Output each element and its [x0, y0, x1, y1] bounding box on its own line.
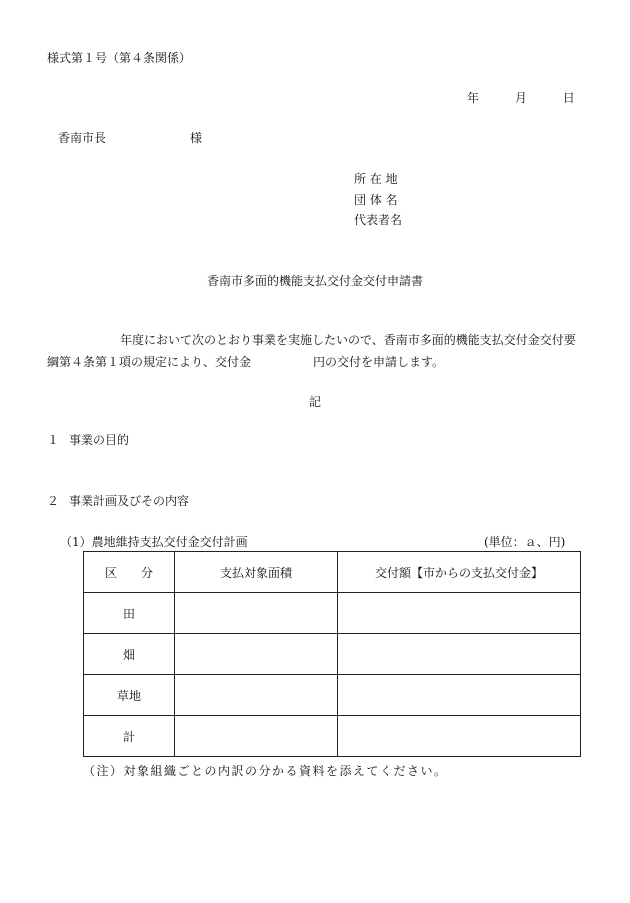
amount-cell[interactable]	[338, 593, 581, 634]
table-header-amount: 交付額【市からの支払交付金】	[338, 552, 581, 593]
document-title: 香南市多面的機能支払交付金交付申請書	[206, 274, 423, 288]
amount-cell[interactable]	[338, 716, 581, 757]
addressee-suffix: 様	[190, 131, 203, 145]
form-number: 様式第１号（第４条関係）	[47, 51, 192, 65]
section-1-heading	[47, 433, 129, 447]
table-row	[84, 716, 581, 757]
subsection-1-heading: （1）農地維持支払交付金交付計画	[60, 535, 248, 549]
date-year: 年	[467, 91, 480, 105]
ki-marker: 記	[308, 395, 321, 409]
table-row	[84, 593, 581, 634]
amount-cell[interactable]	[338, 634, 581, 675]
table-header-row	[84, 552, 581, 593]
date-day: 日	[562, 91, 575, 105]
section-2-number: ２	[47, 494, 60, 508]
section-1-label: 事業の目的	[69, 433, 130, 447]
body-text-line2-part2: 円の交付を申請します。	[313, 355, 445, 369]
applicant-group-label: 団 体 名	[354, 193, 398, 207]
body-text-line1: 年度において次のとおり事業を実施したいので、香南市多面的機能支払交付金交付要	[120, 333, 576, 347]
row-label-upland-field: 畑	[84, 634, 175, 675]
applicant-address-label: 所 在 地	[354, 172, 398, 186]
row-label-total: 計	[84, 716, 175, 757]
table-header-area: 支払対象面積	[175, 552, 338, 593]
addressee	[58, 131, 202, 145]
area-cell[interactable]	[175, 716, 338, 757]
table-header-category: 区 分	[84, 552, 175, 593]
applicant-representative-label: 代表者名	[354, 213, 403, 227]
date-line	[467, 91, 575, 105]
row-label-grassland: 草地	[84, 675, 175, 716]
note: （注）対象組織ごとの内訳の分かる資料を添えてください。	[83, 764, 448, 778]
plan-table	[83, 551, 581, 757]
area-cell[interactable]	[175, 634, 338, 675]
amount-cell[interactable]	[338, 675, 581, 716]
table-row	[84, 675, 581, 716]
section-2-label: 事業計画及びその内容	[69, 494, 190, 508]
addressee-name: 香南市長	[58, 131, 107, 145]
table-row	[84, 634, 581, 675]
row-label-rice-field: 田	[84, 593, 175, 634]
unit-label: (単位：ａ、円)	[484, 535, 566, 549]
body-text-line2	[47, 355, 444, 369]
area-cell[interactable]	[175, 593, 338, 634]
body-text-line2-part1: 綱第４条第１項の規定により、交付金	[47, 355, 252, 369]
date-month: 月	[514, 91, 527, 105]
area-cell[interactable]	[175, 675, 338, 716]
section-1-number: １	[47, 433, 60, 447]
section-2-heading	[47, 494, 189, 508]
